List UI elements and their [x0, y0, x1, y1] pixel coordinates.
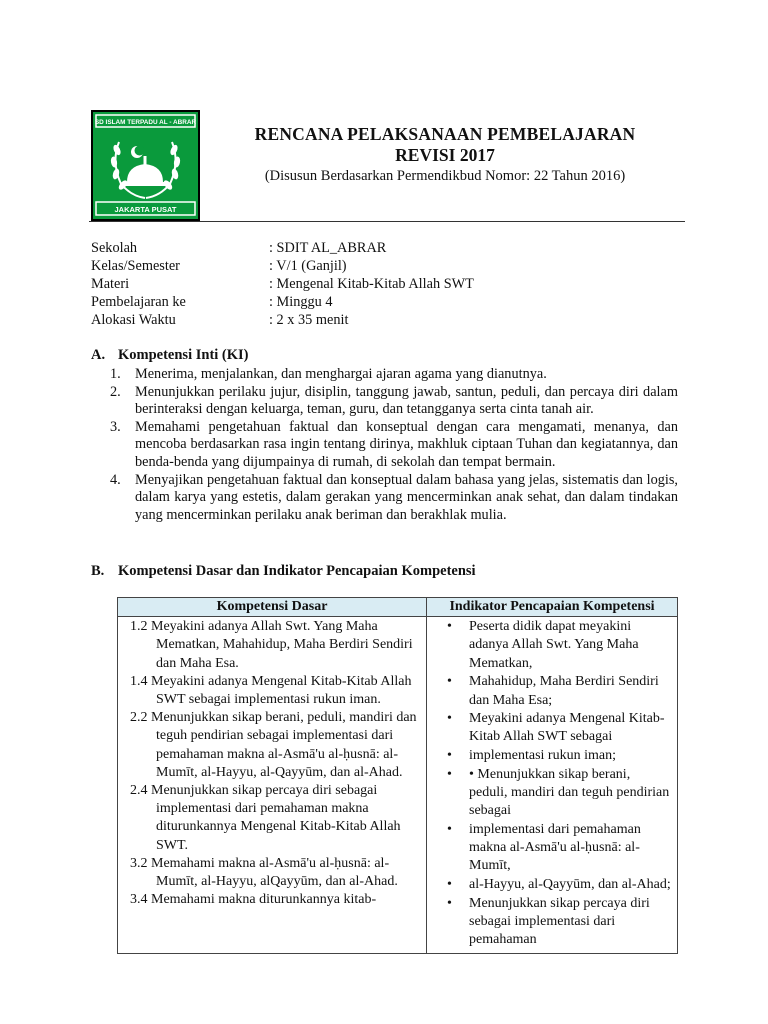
kd-item: 1.4 Meyakini adanya Mengenal Kitab-Kitab Allah SWT sebagai implementasi rukun iman.	[130, 673, 412, 708]
school-logo	[91, 110, 200, 221]
list-item: • implementasi dari pemahaman makna al-Asmā'u al-ḥusnā: al-Mumīt,	[447, 821, 641, 874]
document-header	[230, 124, 660, 185]
list-item: • Peserta didik dapat meyakini adanya Allah Swt. Yang Maha Mematkan,	[447, 619, 639, 671]
list-item: 2. Menunjukkan perilaku jujur, disiplin, tanggung jawab, santun, peduli, dan percaya diri dalam berinteraksi dengan keluarga, teman, guru, dan tetangganya serta cinta tanah air.	[110, 383, 678, 418]
list-item: • Meyakini adanya Mengenal Kitab-Kitab Allah SWT sebagai	[447, 711, 665, 745]
table-header-row	[118, 598, 678, 617]
info-row-materi	[91, 275, 651, 293]
list-item: 4. Menyajikan pengetahuan faktual dan konseptual dalam bahasa yang jelas, sistematis dan logis, dalam karya yang estetis, dalam gerakan yang mencerminkan anak sehat, dan dalam tindakan yang mencerminkan perilaku anak beriman dan berakhlak mulia.	[110, 471, 678, 523]
document-revision: REVISI 2017	[395, 145, 495, 165]
section-b-number: B.	[91, 563, 105, 579]
bullet-icon: •	[447, 619, 452, 635]
info-label: Kelas/Semester	[91, 258, 180, 274]
list-item: • Menunjukkan sikap percaya diri sebagai implementasi dari pemahaman	[447, 895, 650, 948]
logo-top-text: SD ISLAM TERPADU AL - ABRAR	[94, 119, 197, 127]
list-item: • • Menunjukkan sikap berani, peduli, mandiri dan teguh pendirian sebagai	[447, 766, 670, 819]
bullet-icon: •	[447, 711, 452, 727]
info-value: : Minggu 4	[269, 294, 333, 310]
bullet-icon: •	[447, 766, 452, 782]
info-value: : 2 x 35 menit	[269, 312, 349, 328]
table-header-kd: Kompetensi Dasar	[118, 598, 427, 617]
ki-list	[110, 366, 678, 524]
info-value: : SDIT AL_ABRAR	[269, 240, 387, 256]
identity-table	[91, 239, 651, 329]
info-value: : V/1 (Ganjil)	[269, 258, 347, 274]
kd-indicator-table	[117, 597, 678, 954]
info-label: Sekolah	[91, 240, 138, 256]
kd-item: 2.4 Menunjukkan sikap percaya diri sebagai implementasi dari pemahaman makna diturunkannya Mengenal Kitab-Kitab Allah SWT.	[130, 783, 401, 853]
info-label: Alokasi Waktu	[91, 312, 176, 328]
kd-item: 3.2 Memahami makna al-Asmā'u al-ḥusnā: al-Mumīt, al-Hayyu, alQayyūm, dan al-Ahad.	[130, 855, 398, 890]
logo-bottom-text: JAKARTA PUSAT	[114, 205, 177, 214]
section-b-heading	[91, 563, 476, 580]
info-row-sekolah	[91, 239, 651, 257]
list-item: • al-Hayyu, al-Qayyūm, dan al-Ahad;	[433, 876, 671, 894]
kd-item: 1.2 Meyakini adanya Allah Swt. Yang Maha Mematkan, Mahahidup, Maha Berdiri Sendiri dan Maha Esa.	[130, 619, 413, 671]
kd-item: 2.2 Menunjukkan sikap berani, peduli, mandiri dan teguh pendirian sebagai implementasi dari pemahaman makna al-Asmā'u al-ḥusnā: al-Mumīt, al-Hayyu, al-Qayyūm, dan al-Ahad.	[130, 710, 417, 780]
kd-item: 3.4 Memahami makna diturunkannya kitab-	[130, 892, 377, 908]
bullet-icon: •	[447, 821, 452, 837]
section-a-title: Kompetensi Inti (KI)	[118, 347, 249, 363]
list-item: 3. Memahami pengetahuan faktual dan konseptual dengan cara mengamati, menanya, dan mencoba berdasarkan rasa ingin tentang dirinya, makhluk ciptaan Tuhan dan kegiatannya, dan benda-benda yang dijumpainya di rumah, di sekolah dan tempat bermain.	[110, 418, 678, 470]
table-row	[118, 617, 678, 954]
list-item: 1. Menerima, menjalankan, dan menghargai ajaran agama yang dianutnya.	[110, 366, 547, 382]
kd-cell	[118, 617, 427, 954]
info-row-kelas	[91, 257, 651, 275]
info-label: Materi	[91, 276, 130, 292]
indicator-cell	[427, 617, 678, 954]
table-header-indicator: Indikator Pencapaian Kompetensi	[427, 598, 678, 617]
list-item: • Mahahidup, Maha Berdiri Sendiri dan Maha Esa;	[447, 674, 659, 708]
header-divider	[89, 221, 685, 222]
info-row-pembelajaran	[91, 293, 651, 311]
document-subtitle: (Disusun Berdasarkan Permendikbud Nomor: 22 Tahun 2016)	[264, 168, 626, 184]
bullet-icon: •	[447, 877, 452, 893]
section-a-heading	[91, 347, 249, 364]
bullet-icon: •	[447, 748, 452, 764]
document-title: RENCANA PELAKSANAAN PEMBELAJARAN	[254, 124, 636, 144]
bullet-icon: •	[447, 895, 452, 911]
section-a-number: A.	[91, 347, 106, 363]
info-row-alokasi	[91, 311, 651, 329]
school-emblem-icon	[93, 112, 198, 219]
list-item: • implementasi rukun iman;	[433, 747, 671, 765]
bullet-icon: •	[447, 674, 452, 690]
info-value: : Mengenal Kitab-Kitab Allah SWT	[269, 276, 474, 292]
section-b-title: Kompetensi Dasar dan Indikator Pencapaian Kompetensi	[118, 563, 476, 579]
info-label: Pembelajaran ke	[91, 294, 186, 310]
indicator-list	[433, 618, 671, 949]
